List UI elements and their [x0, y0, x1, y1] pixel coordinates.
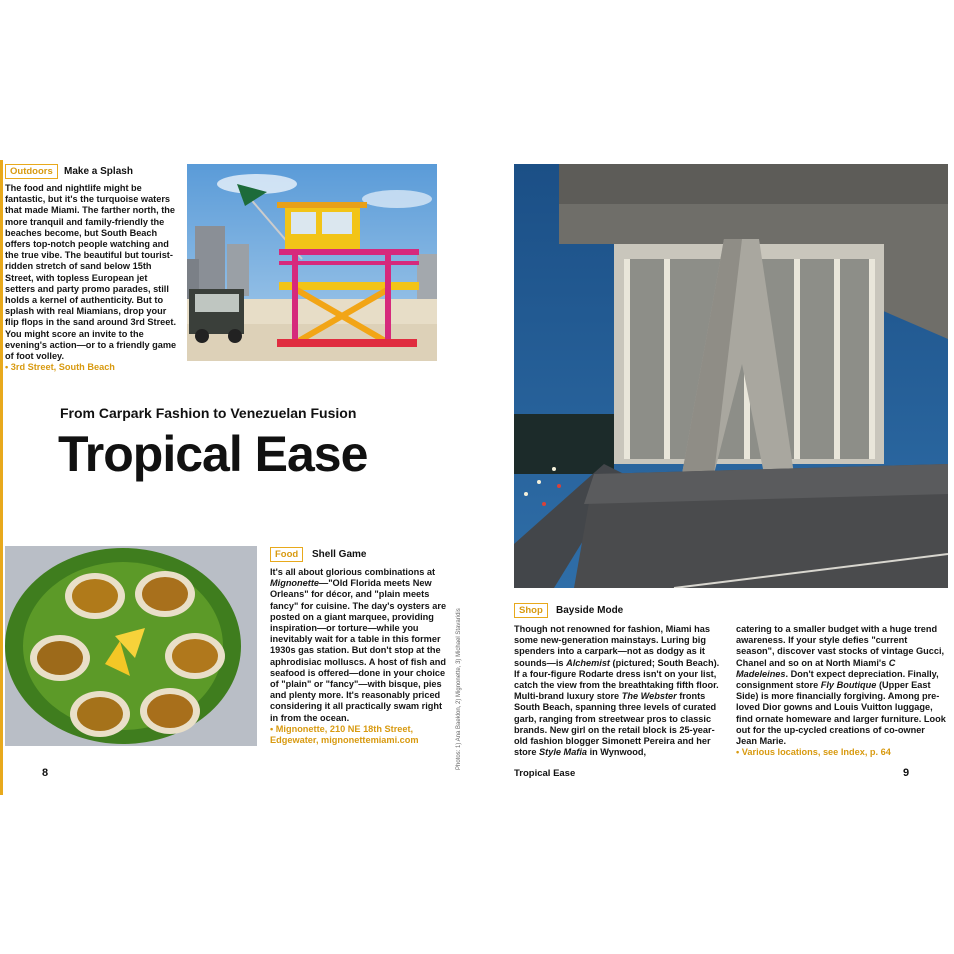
page-number-right: 9	[903, 767, 910, 779]
shop-col2-c: (Upper East Side) is more financially forgiving. Among pre-loved Dior gowns and Louis Vuitton luggage, find ornate homeware and larger furniture. Look out for the up-cycled creations of co-owner Jean Marie.	[736, 680, 946, 747]
food-tag: Food	[270, 547, 303, 562]
shop-col2-em-b: Fly Boutique	[820, 680, 877, 691]
outdoors-address: • 3rd Street, South Beach	[5, 362, 115, 373]
kicker: From Carpark Fashion to Venezuelan Fusion	[60, 405, 357, 421]
shop-title: Bayside Mode	[556, 605, 624, 616]
food-body-em-1: Mignonette	[270, 578, 319, 589]
headline: Tropical Ease	[58, 426, 368, 482]
outdoors-body-text: The food and nightlife might be fantastic, but it's the turquoise waters that made Miami. The farther north, the more tranquil and family-friendly the beaches become, but South Beach offers top-notch people watching and the true vibe. The beautiful but tourist-ridden stretch of sand below 15th Street, with topless European jet setters and party promo parades, still holds a kernel of authenticity. But to splash with real Miamians, drop your flip flops in the sand around 3rd Street. You might score an invite to the evening's action—or to a friendly game of foot volley.	[5, 183, 177, 362]
shop-col1-em-b: The Webster	[621, 691, 677, 702]
oysters-photo	[5, 546, 257, 746]
food-body-1: It's all about glorious combinations at	[270, 567, 436, 577]
shop-column-2	[736, 624, 948, 758]
shop-col1-b: (pictured; South Beach). If a four-figure Rodarte dress isn't on your list, catch the view from the breathtaking fifth floor. Multi-brand luxury store	[514, 657, 720, 702]
food-body	[270, 567, 450, 746]
food-address: • Mignonette, 210 NE 18th Street, Edgewater, mignonettemiami.com	[270, 723, 419, 746]
photo-credit: Photos: 1) Ana Baeklon, 2) Mignonette, 3) Michael Stavaridis	[456, 608, 462, 770]
page-number-left: 8	[42, 767, 49, 779]
shop-col2-b: . Don't expect depreciation. Finally, consignment store	[736, 668, 939, 691]
shop-address: • Various locations, see Index, p. 64	[736, 747, 891, 758]
shop-col2-a: catering to a smaller budget with a huge trend awareness. If your style defies "current season", discover vast stocks of vintage Gucci, Chanel and so on at North Miami's	[736, 624, 945, 668]
food-title: Shell Game	[312, 549, 367, 560]
footer-title: Tropical Ease	[514, 768, 576, 779]
left-page-edge-accent	[0, 160, 3, 795]
shop-tag: Shop	[514, 603, 548, 618]
outdoors-body	[5, 183, 180, 373]
shop-column-1	[514, 624, 724, 758]
food-body-2: —"Old Florida meets New Orleans" for décor, and "plain meets fancy" for cuisine. The day's oysters are posted on a giant marquee, providing inspiration—or torture—while you inevitably wait for a table in this former 1930s gas station. But don't stop at the aphrodisiac molluscs. A host of fish and seafood is offered—done in your choice of "plain" or "fancy"—with bisque, pies and plenty more. It's reasonably priced considering it all practically swam right in from the ocean.	[270, 578, 447, 723]
shop-col1-em-a: Alchemist	[566, 657, 610, 668]
shop-col1-em-c: Style Mafia	[539, 747, 588, 758]
alchemist-building-photo	[514, 164, 948, 588]
outdoors-title: Make a Splash	[64, 166, 133, 177]
shop-col1-d: in Wynwood,	[587, 747, 647, 758]
outdoors-tag: Outdoors	[5, 164, 58, 179]
lifeguard-tower-photo	[187, 164, 437, 361]
shop-col1-c: fronts South Beach, spanning three levels of curated garb, ranging from streetwear pros to classic brands. New girl on the retail block is 25-year-old fashion blogger Simonett Pereira and her store	[514, 691, 717, 758]
shop-col2-em-a: C Madeleines	[736, 657, 896, 679]
shop-col1-a: Though not renowned for fashion, Miami has some new-generation mainstays. Luring big spenders into a carpark—not as dodgy as it sounds—is	[514, 624, 710, 668]
